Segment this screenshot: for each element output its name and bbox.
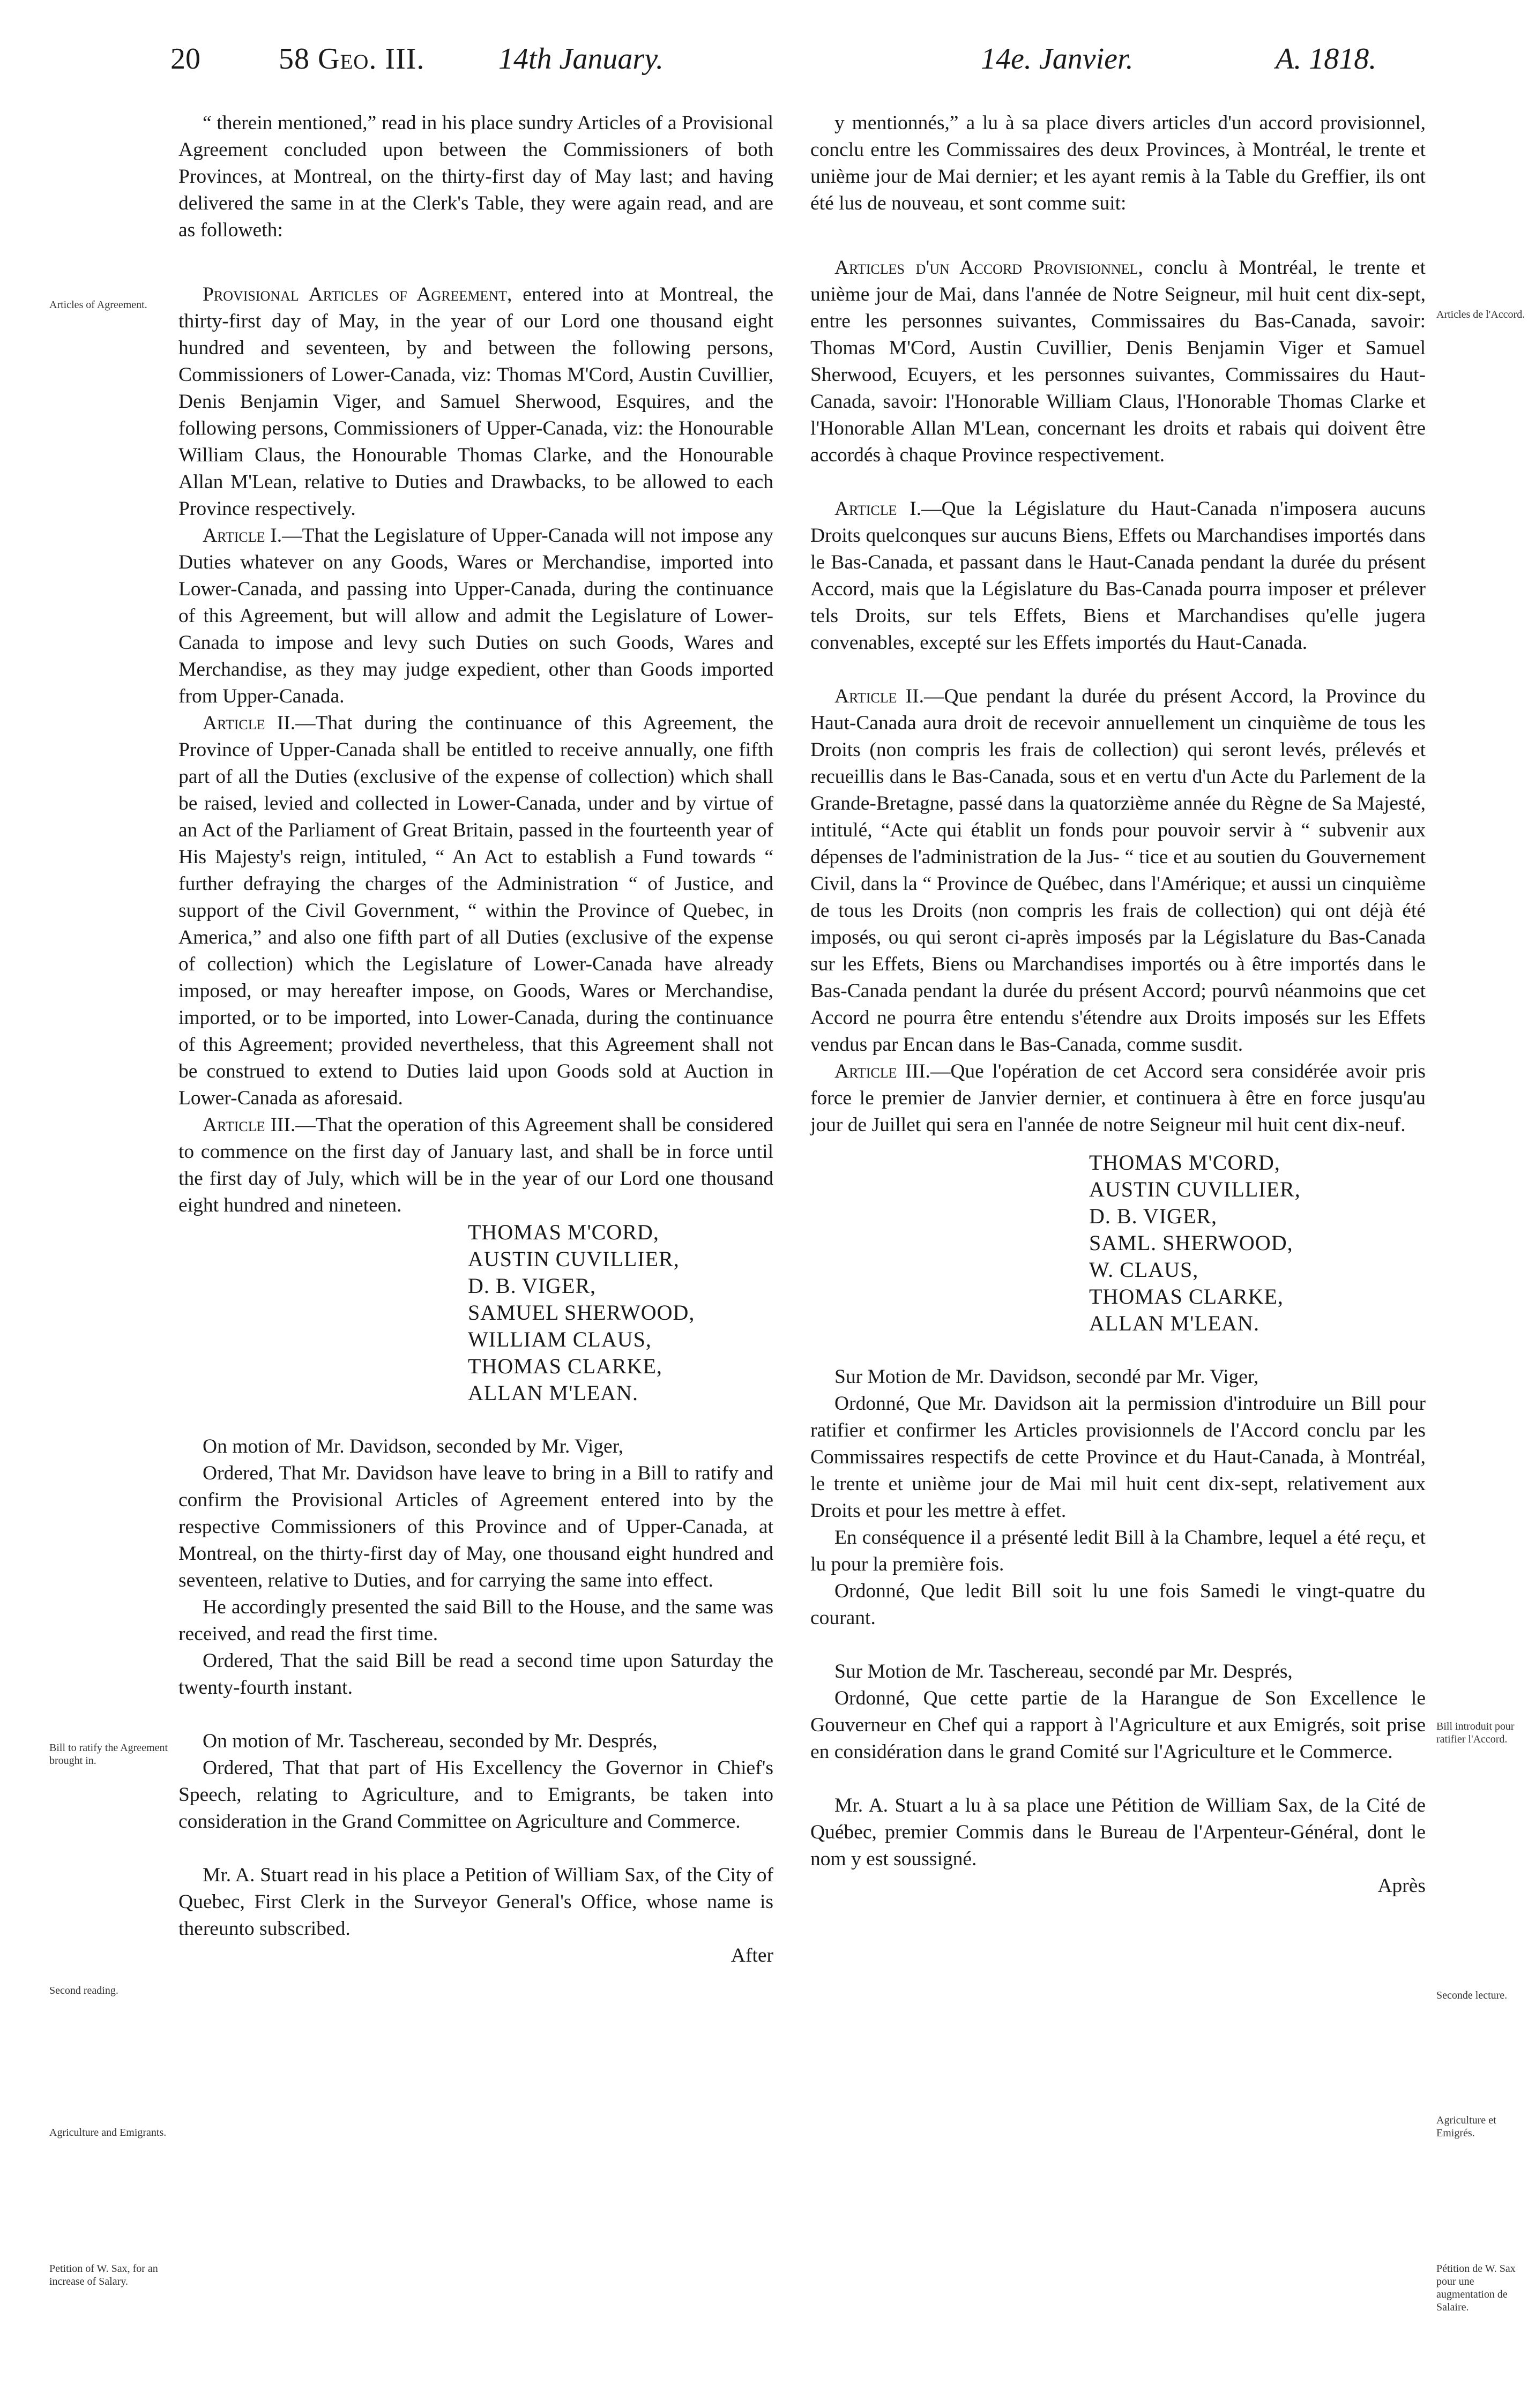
- margin-note-bill-fr: Bill introduit pour ratifier l'Accord.: [1436, 1721, 1515, 1745]
- english-bill-presented: He accordingly presented the said Bill to the House, and the same was received, and read the first time.: [178, 1596, 773, 1645]
- english-ordered-bill: Ordered, That Mr. Davidson have leave to bring in a Bill to ratify and confirm the Provisional Articles of Agreement entered into by the respective Commissioners of this Province and of Upper-Canada, at Montreal, on the thirty-first day of May, one thousand eight hundred and seventeen, relative to Duties, and for carrying the same into effect.: [178, 1462, 773, 1591]
- english-article-1: Article I.—That the Legislature of Upper-Canada will not impose any Duties whatever on any Goods, Wares or Merchandise, imported into Lower-Canada, and passing into Upper-Canada, during the continuance of this Agreement, but will allow and admit the Legislature of Lower-Canada to impose and levy such Duties on such Goods, Wares and Merchandise, as they may judge expedient, other than Goods imported from Upper-Canada.: [178, 525, 773, 707]
- signatory: THOMAS M'CORD,: [468, 1220, 659, 1244]
- signatory: D. B. VIGER,: [1089, 1204, 1218, 1228]
- margin-note-bill: Bill to ratify the Agreement brought in.: [49, 1742, 168, 1767]
- signatory: THOMAS CLARKE,: [468, 1354, 662, 1378]
- margin-note-agriculture: Agriculture and Emigrants.: [49, 2127, 167, 2138]
- signatory: AUSTIN CUVILLIER,: [468, 1247, 680, 1271]
- reign: 58 Geo. III.: [279, 42, 425, 76]
- french-bill-presented: En conséquence il a présenté ledit Bill à la Chambre, lequel a été reçu, et lu pour la première fois.: [810, 1527, 1426, 1575]
- english-catchword: After: [731, 1945, 773, 1966]
- signatory: SAML. SHERWOOD,: [1089, 1231, 1293, 1255]
- margin-note-agriculture-fr: Agriculture et Emigrés.: [1436, 2114, 1496, 2139]
- signatory: D. B. VIGER,: [468, 1274, 597, 1298]
- year: A. 1818.: [1276, 42, 1377, 76]
- english-signatories: [178, 1219, 773, 1407]
- margin-note-second-reading-fr: Seconde lecture.: [1436, 1990, 1508, 2001]
- french-second-reading: Ordonné, Que ledit Bill soit lu une fois Samedi le vingt-quatre du courant.: [810, 1580, 1426, 1629]
- margin-note-petition: Petition of W. Sax, for an increase of Salary.: [49, 2263, 158, 2287]
- english-provisional-articles: Provisional Articles of Agreement, entered into at Montreal, the thirty-first day of May, in the year of our Lord one thousand eight hundred and seventeen, by and between the following persons, Commissioners of Lower-Canada, viz: Thomas M'Cord, Austin Cuvillier, Denis Benjamin Viger, and Samuel Sherwood, Esquires, and the following persons, Commissioners of Upper-Canada, viz: the Honourable William Claus, the Honourable Thomas Clarke, and the Honourable Allan M'Lean, relative to Duties and Drawbacks, to be allowed to each Province respectively.: [178, 283, 773, 520]
- french-article-3: Article III.—Que l'opération de cet Accord sera considérée avoir pris force le premier de Janvier dernier, et continuera à être en force jusqu'au jour de Juillet qui sera en l'année de notre Seigneur mil huit cent dix-neuf.: [810, 1060, 1426, 1136]
- english-motion-davidson: On motion of Mr. Davidson, seconded by Mr. Viger,: [203, 1435, 624, 1457]
- french-column: [810, 110, 1426, 1900]
- english-article-3: Article III.—That the operation of this Agreement shall be considered to commence on the first day of January last, and shall be in force until the first day of July, which will be in the year of our Lord one thousand eight hundred and nineteen.: [178, 1114, 773, 1216]
- french-signatories: [810, 1149, 1426, 1337]
- french-motion-davidson: Sur Motion de Mr. Davidson, secondé par Mr. Viger,: [834, 1366, 1259, 1388]
- date-french: 14e. Janvier.: [981, 42, 1134, 76]
- french-article-2: Article II.—Que pendant la durée du présent Accord, la Province du Haut-Canada aura droit de recevoir annuellement un cinquième de tous les Droits (non compris les frais de collection) qui seront levés, prélevés et recueillis dans le Bas-Canada, sous et en vertu d'un Acte du Parlement de la Grande-Bretagne, passé dans la quatorzième année du Règne de Sa Majesté, intitulé, “Acte qui établit un fonds pour pouvoir servir à “ subvenir aux dépenses de l'administration de la Jus- “ tice et au soutien du Gouvernement Civil, dans la “ Province de Québec, dans l'Amérique; et aussi un cinquième de tous les Droits (non compris les frais de collection) qui ont déjà été imposés, ou qui seront ci-après imposés par la Législature du Bas-Canada sur les Effets, Biens ou Marchandises importés ou à être importés dans le Bas-Canada pendant la durée du présent Accord; pourvû néanmoins que cet Accord ne pourra être entendu s'étendre aux Droits imposés sur les Effets vendus par Encan dans le Bas-Canada, comme susdit.: [810, 685, 1426, 1056]
- signatory: ALLAN M'LEAN.: [1089, 1311, 1259, 1335]
- margin-note-articles-fr: Articles de l'Accord.: [1436, 309, 1525, 320]
- signatory: THOMAS M'CORD,: [1089, 1150, 1280, 1175]
- margin-note-articles: Articles of Agreement.: [49, 299, 147, 311]
- french-catchword: Après: [1377, 1875, 1426, 1897]
- english-motion-taschereau: On motion of Mr. Taschereau, seconded by Mr. Després,: [203, 1730, 658, 1752]
- signatory: AUSTIN CUVILLIER,: [1089, 1177, 1301, 1201]
- french-article-1: Article I.—Que la Législature du Haut-Canada n'imposera aucuns Droits quelconques sur aucuns Biens, Effets ou Marchandises importés dans le Bas-Canada, et passant dans le Haut-Canada pendant la durée du présent Accord, mais que la Législature du Bas-Canada pourra imposer et prélever tels Droits, sur tels Effets, Biens et Marchandises qu'elle jugera convenables, excepté sur les Effets importés du Haut-Canada.: [810, 498, 1426, 654]
- english-petition: Mr. A. Stuart read in his place a Petition of William Sax, of the City of Quebec, First Clerk in the Surveyor General's Office, whose name is thereunto subscribed.: [178, 1864, 773, 1940]
- english-ordered-agriculture: Ordered, That that part of His Excellency the Governor in Chief's Speech, relating to Agriculture, and to Emigrants, be taken into consideration in the Grand Committee on Agriculture and Commerce.: [178, 1757, 773, 1833]
- english-second-reading: Ordered, That the said Bill be read a second time upon Saturday the twenty-fourth instant.: [178, 1650, 773, 1699]
- french-ordered-agriculture: Ordonné, Que cette partie de la Harangue de Son Excellence le Gouverneur en Chef qui a rapport à l'Agriculture et aux Emigrés, soit prise en considération dans le grand Comité sur l'Agriculture et le Commerce.: [810, 1687, 1426, 1763]
- english-article-2: Article II.—That during the continuance of this Agreement, the Province of Upper-Canada shall be entitled to receive annually, one fifth part of all the Duties (exclusive of the expense of collection) which shall be raised, levied and collected in Lower-Canada, under and by virtue of an Act of the Parliament of Great Britain, passed in the fourteenth year of His Majesty's reign, intituled, “ An Act to establish a Fund towards “ further defraying the charges of the Administration “ of Justice, and support of the Civil Government, “ within the Province of Quebec, in America,” and also one fifth part of all Duties (exclusive of the expense of collection) which the Legislature of Lower-Canada have already imposed, or may hereafter impose, on Goods, Wares or Merchandise, imported, or to be imported, into Lower-Canada, during the continuance of this Agreement; provided nevertheless, that this Agreement shall not be construed to extend to Duties laid upon Goods sold at Auction in Lower-Canada as aforesaid.: [178, 712, 774, 1109]
- french-intro: y mentionnés,” a lu à sa place divers articles d'un accord provisionnel, conclu entre les Commissaires des deux Provinces, à Montréal, le trente et unième jour de Mai dernier; et les ayant remis à la Table du Greffier, ils ont été lus de nouveau, et sont comme suit:: [810, 112, 1426, 214]
- english-column: [178, 110, 773, 1969]
- signatory: W. CLAUS,: [1089, 1258, 1199, 1282]
- french-motion-taschereau: Sur Motion de Mr. Taschereau, secondé par Mr. Després,: [834, 1661, 1293, 1682]
- french-ordered-bill: Ordonné, Que Mr. Davidson ait la permission d'introduire un Bill pour ratifier et confirmer les Articles provisionnels de l'Accord conclu par les Commissaires respectifs de cette Province et du Haut-Canada, à Montréal, le trente et unième jour de Mai mil huit cent dix-sept, relativement aux Droits et pour les mettre à effet.: [810, 1393, 1426, 1522]
- signatory: THOMAS CLARKE,: [1089, 1284, 1284, 1308]
- margin-note-petition-fr: Pétition de W. Sax pour une augmentation de Salaire.: [1436, 2263, 1516, 2313]
- signatory: WILLIAM CLAUS,: [468, 1327, 652, 1351]
- english-intro: “ therein mentioned,” read in his place sundry Articles of a Provisional Agreement concluded upon between the Commissioners of both Provinces, at Montreal, on the thirty-first day of May last; and having delivered the same in at the Clerk's Table, they were again read, and are as followeth:: [178, 112, 773, 241]
- signatory: SAMUEL SHERWOOD,: [468, 1300, 695, 1325]
- margin-note-second-reading: Second reading.: [49, 1985, 118, 1996]
- date-english: 14th January.: [498, 42, 664, 76]
- signatory: ALLAN M'LEAN.: [468, 1381, 638, 1405]
- french-petition: Mr. A. Stuart a lu à sa place une Pétition de William Sax, de la Cité de Québec, premier Commis dans le Bureau de l'Arpenteur-Général, dont le nom y est soussigné.: [810, 1794, 1426, 1870]
- french-provisional-articles: Articles d'un Accord Provisionnel, conclu à Montréal, le trente et unième jour de Mai, dans l'année de Notre Seigneur, mil huit cent dix-sept, entre les personnes suivantes, Commissaires du Bas-Canada, savoir: Thomas M'Cord, Austin Cuvillier, Denis Benjamin Viger et Samuel Sherwood, Ecuyers, et les personnes suivantes, Commissaires du Haut-Canada, savoir: l'Honorable William Claus, l'Honorable Thomas Clarke et l'Honorable Allan M'Lean, concernant les droits et rabais qui doivent être accordés à chaque Province respectivement.: [810, 257, 1426, 466]
- page-number: 20: [170, 42, 200, 76]
